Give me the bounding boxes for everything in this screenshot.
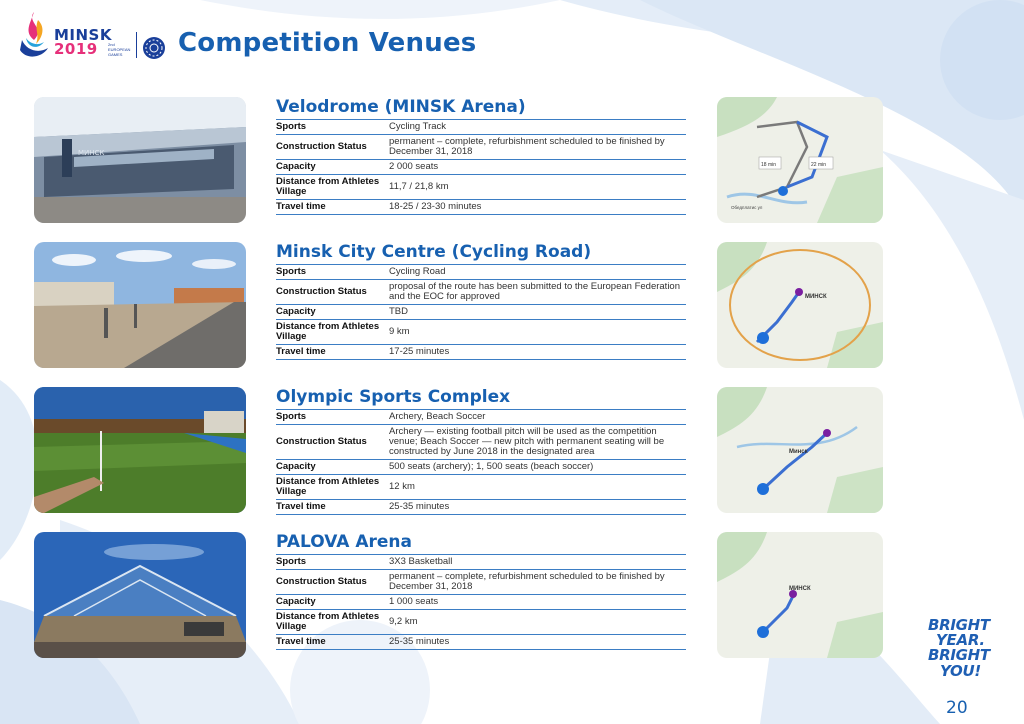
row-construction: [276, 570, 686, 595]
venue-velodrome: [0, 97, 1024, 227]
row-distance: [276, 320, 686, 345]
label-distance: Distance from Athletes Village: [276, 475, 389, 500]
label-travel: Travel time: [276, 345, 389, 360]
label-sports: Sports: [276, 555, 389, 570]
venue-info-table: [276, 409, 686, 515]
map-city-label: МИНСК: [805, 294, 827, 300]
value-capacity: 2 000 seats: [389, 160, 686, 175]
value-travel: 17-25 minutes: [389, 345, 686, 360]
value-distance: 9,2 km: [389, 610, 686, 635]
map-route-label-1: 18 min: [761, 162, 777, 168]
label-construction: Construction Status: [276, 280, 389, 305]
map-city-label: МИНСК: [789, 586, 811, 592]
minsk-2019-logo: [12, 10, 162, 66]
logo-subtitle: 2nd EUROPEAN GAMES: [108, 42, 131, 57]
venue-photo: [34, 387, 246, 513]
map-village-label: Обедплатис ул: [731, 205, 763, 210]
row-travel: [276, 500, 686, 515]
page-number: 20: [946, 698, 968, 718]
row-distance: [276, 610, 686, 635]
value-sports: Archery, Beach Soccer: [389, 410, 686, 425]
value-sports: 3X3 Basketball: [389, 555, 686, 570]
map-route-label-2: 22 min: [811, 162, 827, 168]
venue-route-map: [717, 532, 883, 658]
label-distance: Distance from Athletes Village: [276, 175, 389, 200]
venue-title: Velodrome (MINSK Arena): [276, 97, 526, 117]
value-capacity: 500 seats (archery); 1, 500 seats (beach soccer): [389, 460, 686, 475]
venue-palova-arena: [0, 532, 1024, 662]
bright-line-1: BRIGHT: [928, 616, 990, 634]
row-distance: [276, 475, 686, 500]
label-sports: Sports: [276, 265, 389, 280]
label-sports: Sports: [276, 410, 389, 425]
value-distance: 11,7 / 21,8 km: [389, 175, 686, 200]
bright-year-logo: [914, 616, 1004, 686]
row-distance: [276, 175, 686, 200]
logo-year-text: 2019: [54, 40, 98, 58]
value-travel: 18-25 / 23-30 minutes: [389, 200, 686, 215]
row-travel: [276, 345, 686, 360]
label-capacity: Capacity: [276, 460, 389, 475]
bright-line-4: YOU!: [940, 662, 981, 680]
row-travel: [276, 635, 686, 650]
value-construction: permanent – complete, refurbishment scheduled to be finished by December 31, 2018: [389, 570, 686, 595]
row-sports: [276, 120, 686, 135]
label-sports: Sports: [276, 120, 389, 135]
page-title: Competition Venues: [178, 28, 477, 58]
venue-title: PALOVA Arena: [276, 532, 412, 552]
value-sports: Cycling Track: [389, 120, 686, 135]
value-construction: permanent – complete, refurbishment scheduled to be finished by December 31, 2018: [389, 135, 686, 160]
value-sports: Cycling Road: [389, 265, 686, 280]
label-construction: Construction Status: [276, 135, 389, 160]
venue-olympic-complex: [0, 387, 1024, 517]
value-construction: proposal of the route has been submitted to the European Federation and the EOC for approved: [389, 280, 686, 305]
venue-info-table: [276, 554, 686, 650]
label-travel: Travel time: [276, 500, 389, 515]
label-travel: Travel time: [276, 200, 389, 215]
venue-city-centre: [0, 242, 1024, 372]
label-distance: Distance from Athletes Village: [276, 320, 389, 345]
svg-text:МИНСК: МИНСК: [78, 149, 105, 157]
row-capacity: [276, 305, 686, 320]
venue-info-table: [276, 264, 686, 360]
row-construction: [276, 280, 686, 305]
label-construction: Construction Status: [276, 425, 389, 460]
value-capacity: 1 000 seats: [389, 595, 686, 610]
value-travel: 25-35 minutes: [389, 500, 686, 515]
label-capacity: Capacity: [276, 305, 389, 320]
venue-title: Minsk City Centre (Cycling Road): [276, 242, 592, 262]
logo-divider: [136, 32, 137, 58]
value-distance: 9 km: [389, 320, 686, 345]
venue-info-table: [276, 119, 686, 215]
label-construction: Construction Status: [276, 570, 389, 595]
value-travel: 25-35 minutes: [389, 635, 686, 650]
venue-title: Olympic Sports Complex: [276, 387, 511, 407]
venue-photo: [34, 97, 246, 223]
row-capacity: [276, 160, 686, 175]
venue-photo: [34, 242, 246, 368]
value-distance: 12 km: [389, 475, 686, 500]
map-city-label: Минск: [789, 449, 808, 455]
venue-photo: [34, 532, 246, 658]
value-capacity: TBD: [389, 305, 686, 320]
bright-line-3: BRIGHT: [928, 646, 990, 664]
value-construction: Archery — existing football pitch will be used as the competition venue; Beach Soccer — new pitch with permanent seating will be constructed by June 2018 in the designated area: [389, 425, 686, 460]
row-sports: [276, 555, 686, 570]
label-capacity: Capacity: [276, 160, 389, 175]
row-construction: [276, 135, 686, 160]
eoc-emblem-icon: [142, 36, 166, 60]
venue-route-map: [717, 242, 883, 368]
label-distance: Distance from Athletes Village: [276, 610, 389, 635]
logo-minsk-text: MINSK: [54, 26, 112, 44]
row-capacity: [276, 595, 686, 610]
venue-route-map: [717, 97, 883, 223]
venue-route-map: [717, 387, 883, 513]
flame-icon: [16, 10, 52, 62]
row-capacity: [276, 460, 686, 475]
row-sports: [276, 265, 686, 280]
label-travel: Travel time: [276, 635, 389, 650]
row-travel: [276, 200, 686, 215]
row-sports: [276, 410, 686, 425]
row-construction: [276, 425, 686, 460]
label-capacity: Capacity: [276, 595, 389, 610]
bright-line-2: YEAR.: [936, 631, 985, 649]
